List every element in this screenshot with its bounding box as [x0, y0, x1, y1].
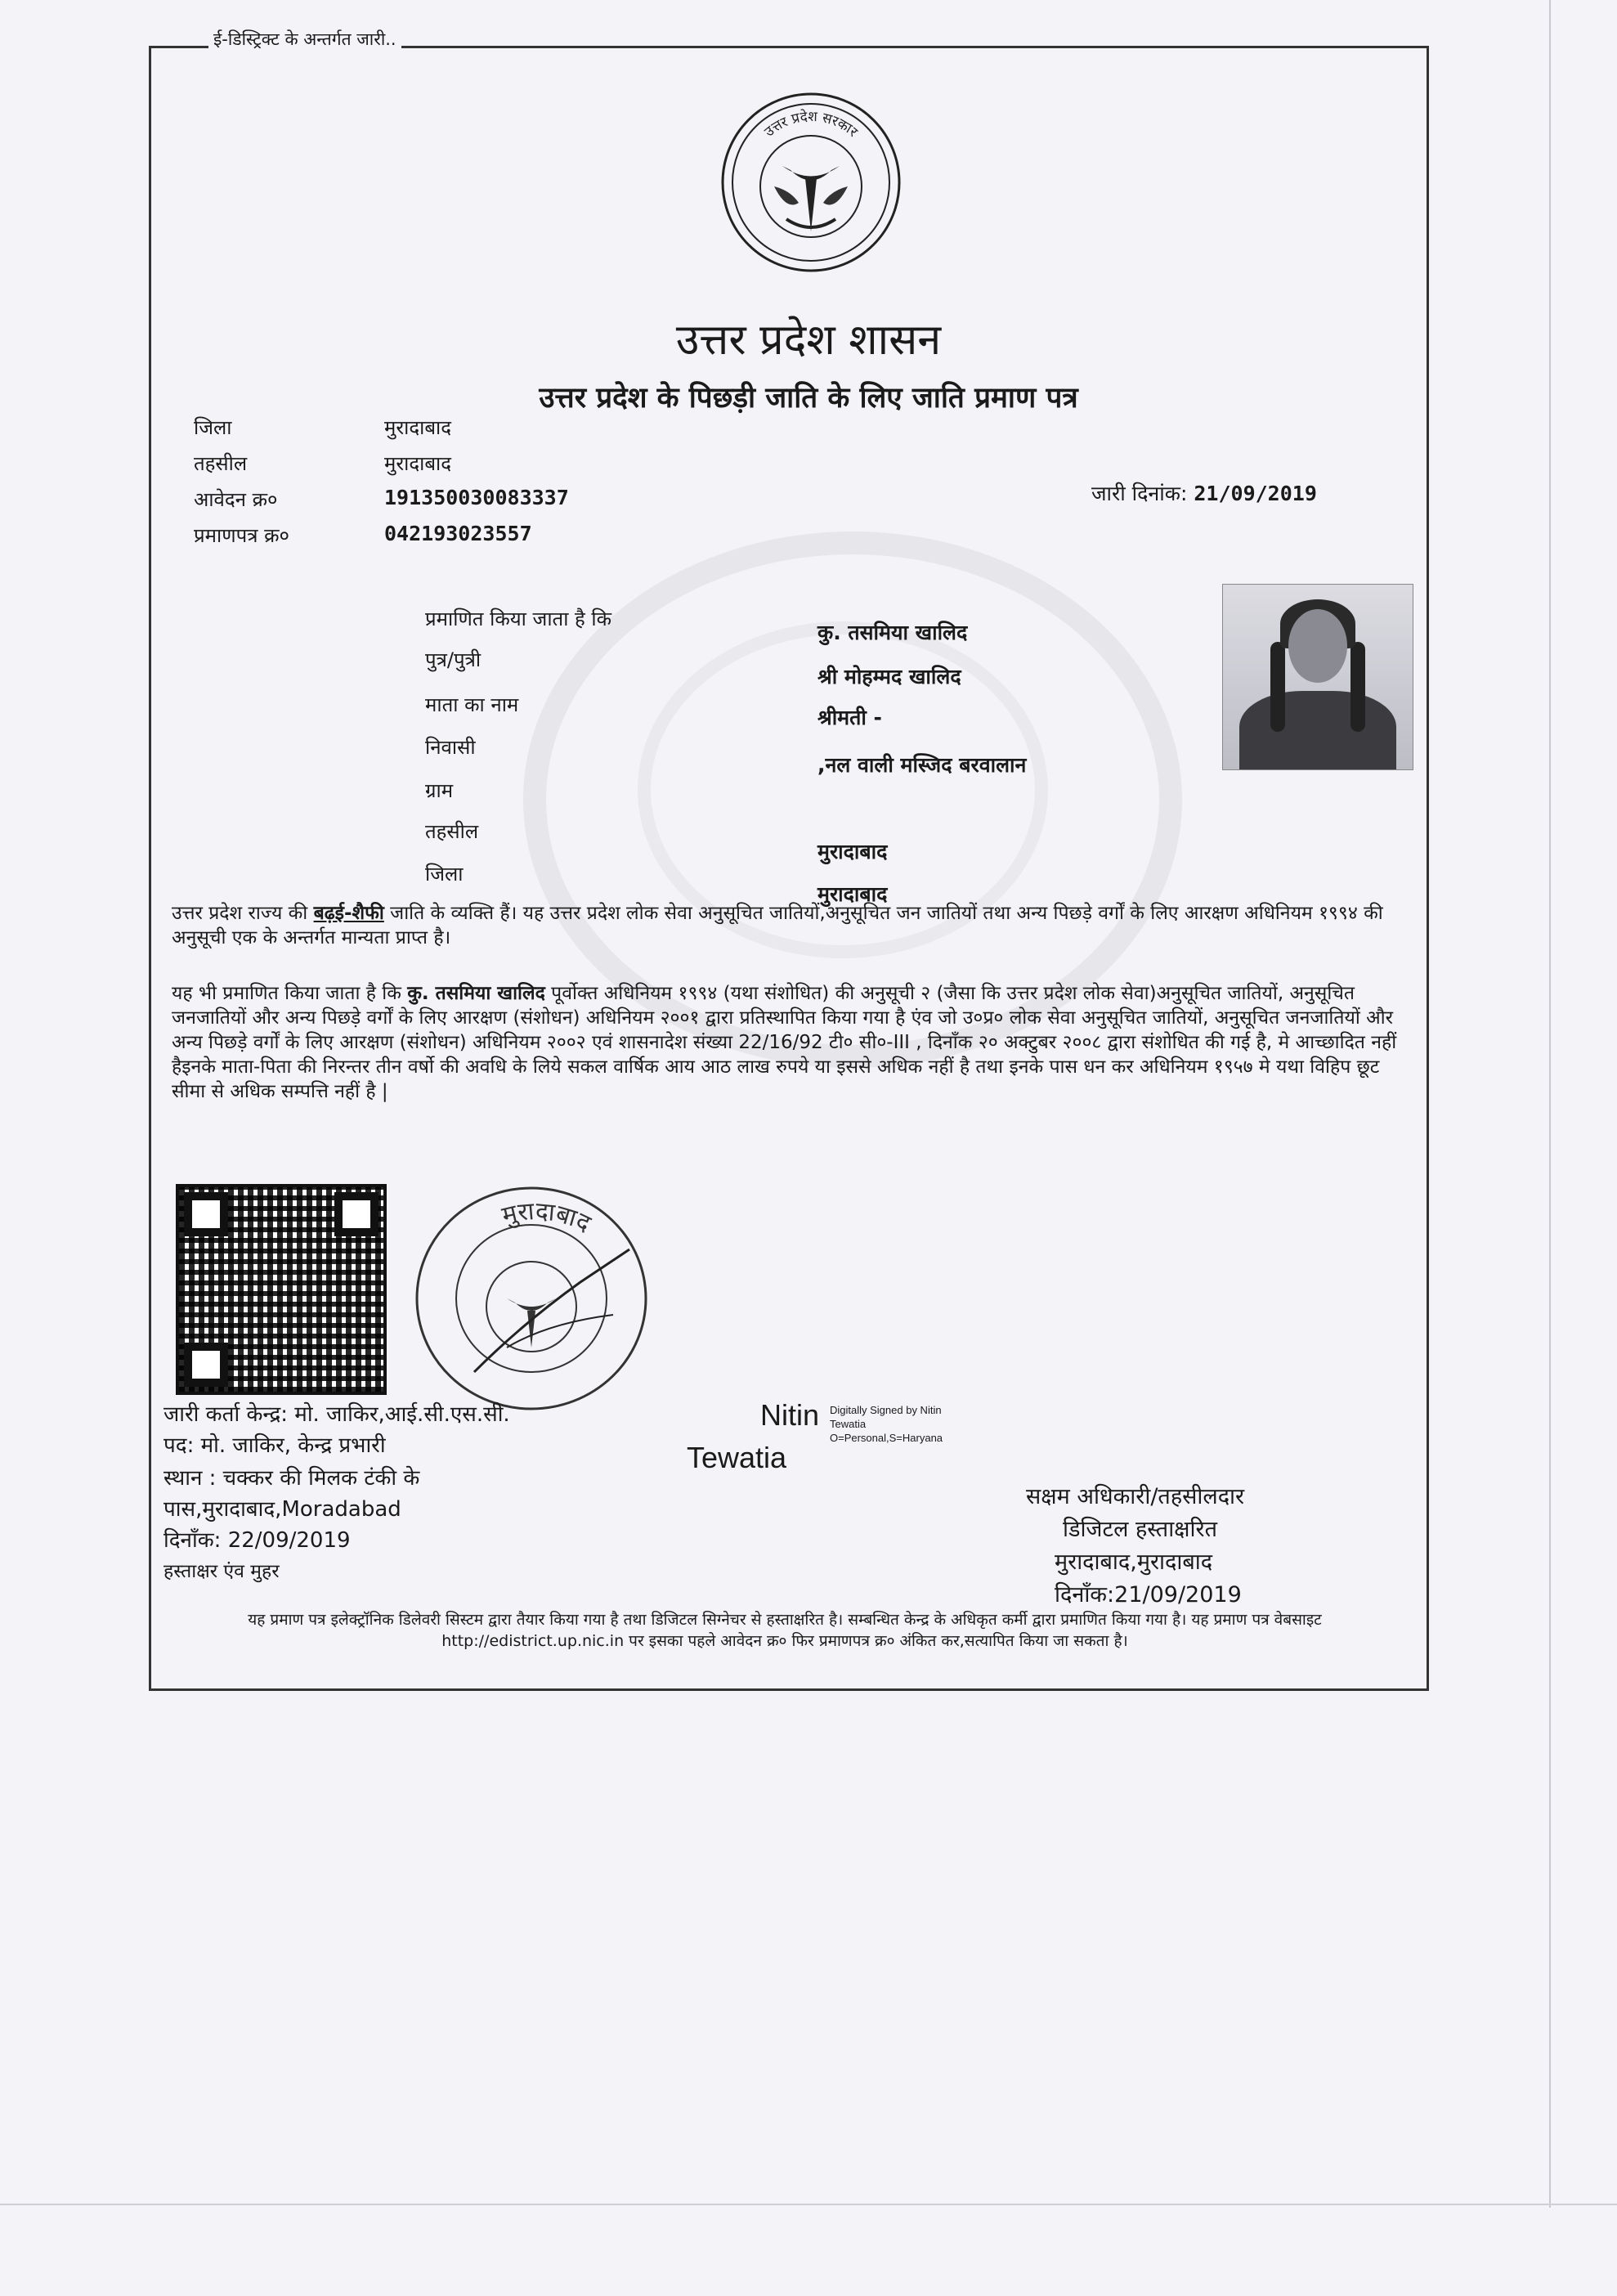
tehsil-row-value: मुरादाबाद: [817, 840, 888, 863]
digital-signature: [670, 1390, 1014, 1480]
issuer-post: पद: मो. जाकिर, केन्द्र प्रभारी: [163, 1433, 386, 1458]
qr-code: [176, 1184, 387, 1395]
document-subtitle: उत्तर प्रदेश के पिछड़ी जाति के लिए जाति प्रमाण पत्र: [539, 382, 1078, 415]
resident-address: ,नल वाली मस्जिद बरवालान: [817, 753, 1027, 777]
certify-label: प्रमाणित किया जाता है कि: [425, 608, 612, 630]
district-row-label: जिला: [425, 863, 464, 886]
application-no-value: 191350030083337: [384, 486, 569, 509]
mother-name-label: माता का नाम: [425, 693, 519, 716]
svg-text:उत्तर प्रदेश सरकार: उत्तर प्रदेश सरकार: [761, 108, 861, 141]
office-stamp: [384, 1159, 679, 1421]
authority-date: दिनाँक:21/09/2019: [1055, 1582, 1242, 1608]
up-emblem-logo: [717, 88, 905, 276]
resident-label: निवासी: [425, 736, 476, 759]
signature-line2: Tewatia: [830, 1418, 867, 1430]
issuing-center: जारी कर्ता केन्द्र: मो. जाकिर,आई.सी.एस.सी.: [163, 1402, 510, 1427]
verification-footer: यह प्रमाण पत्र इलेक्ट्रॉनिक डिलेवरी सिस्टम द्वारा तैयार किया गया है तथा डिजिटल सिग्नेचर से हस्ताक्षरित है। सम्बन्धित केन्द्र के अधिकृत कर्मी द्वारा प्रमाणित किया गया है। यह प्रमाण पत्र वेबसाइट http://edistrict.up.nic.in पर इसका पहले आवेदन क्र० फिर प्रमाणपत्र क्र० अंकित कर,सत्यापित किया जा सकता है।: [248, 1611, 1322, 1650]
applicant-photo: [1222, 584, 1413, 770]
tehsil-label: तहसील: [194, 452, 248, 475]
tehsil-value: मुरादाबाद: [384, 452, 452, 475]
signature-line3: O=Personal,S=Haryana: [830, 1432, 943, 1444]
certificate-no-label: प्रमाणपत्र क्र०: [194, 524, 289, 547]
exclusion-paragraph: यह भी प्रमाणित किया जाता है कि कु. तसमिया खालिद पूर्वोक्त अधिनियम १९९४ (यथा संशोधित) की अनुसूची २ (जैसा कि उत्तर प्रदेश लोक सेवा)अनुसूचित जातियों, अनुसूचित जनजातियों और अन्य पिछड़े वर्गों के लिए आरक्षण (संशोधन) अधिनियम २००१ द्वारा प्रतिस्थापित किया गया है एंव जो उ०प्र० लोक सेवा अनुसूचित जातियों, अनुसूचित जनजातियों और अन्य पिछड़े वर्गों के लिए आरक्षण (संशोधन) अधिनियम २००२ एवं शासनादेश संख्या 22/16/92 टी० सी०-III , दिनाँक २० अक्टुबर २००८ द्वारा संशोधित की गई है, मे आच्छादित नहीं हैइनके माता-पिता की निरन्तर तीन वर्षो की अवधि के लिये सकल वार्षिक आय आठ लाख रुपये या इससे अधिक नहीं है तथा इनके पास धन कर अधिनियम १९५७ मे यथा विहिप छूट सीमा से अधिक सम्पत्ति नहीं है |: [172, 983, 1397, 1102]
top-note: ई-डिस्ट्रिक्ट के अन्तर्गत जारी..: [208, 28, 401, 51]
issuer-place-line1: स्थान : चक्कर की मिलक टंकी के: [163, 1466, 420, 1491]
caste-name: बढ़ई-शैफी: [313, 903, 384, 924]
svg-text:मुरादाबाद: मुरादाबाद: [499, 1196, 595, 1239]
caste-paragraph: उत्तर प्रदेश राज्य की बढ़ई-शैफी जाति के व्यक्ति हैं। यह उत्तर प्रदेश लोक सेवा अनुसूचित जातियों,अनुसूचित जन जातियों तथा अन्य पिछड़े वर्गों के लिए आरक्षण अधिनियम १९९४ की अनुसूची एक के अन्तर्गत मान्यता प्राप्त है।: [172, 903, 1383, 948]
page-bottom-edge: [0, 2204, 1617, 2205]
document-title: उत्तर प्रदेश शासन: [675, 316, 942, 365]
issue-date-value: 21/09/2019: [1194, 482, 1317, 505]
issue-date-label: जारी दिनांक:: [1091, 482, 1188, 505]
certificate-no-value: 042193023557: [384, 522, 532, 545]
application-no-label: आवेदन क्र०: [194, 488, 278, 511]
signer-last-name: Tewatia: [687, 1441, 787, 1474]
issuer-date: दिनाँक: 22/09/2019: [163, 1528, 351, 1553]
applicant-name: कु. तसमिया खालिद: [817, 621, 968, 644]
authority-title: सक्षम अधिकारी/तहसीलदार: [1026, 1484, 1245, 1509]
authority-location: मुरादाबाद,मुरादाबाद: [1055, 1549, 1213, 1575]
applicant-name-inline: कु. तसमिया खालिद: [407, 983, 545, 1004]
signature-line1: Digitally Signed by Nitin: [830, 1404, 942, 1416]
mother-name: श्रीमती -: [817, 706, 882, 729]
son-daughter-label: पुत्र/पुत्री: [425, 648, 482, 671]
issue-date: [1091, 479, 1317, 507]
issuer-place-line2: पास,मुरादाबाद,Moradabad: [163, 1497, 401, 1522]
digitally-signed-label: डिजिटल हस्ताक्षरित: [1063, 1517, 1217, 1542]
father-name: श्री मोहम्मद खालिद: [817, 665, 961, 688]
district-label: जिला: [194, 416, 232, 439]
district-row-value: मुरादाबाद: [817, 882, 888, 906]
signature-and-seal-label: हस्ताक्षर एंव मुहर: [163, 1561, 280, 1582]
village-label: ग्राम: [425, 779, 454, 802]
signer-first-name: Nitin: [760, 1398, 820, 1432]
district-value: मुरादाबाद: [384, 416, 452, 439]
tehsil-row-label: तहसील: [425, 820, 479, 843]
